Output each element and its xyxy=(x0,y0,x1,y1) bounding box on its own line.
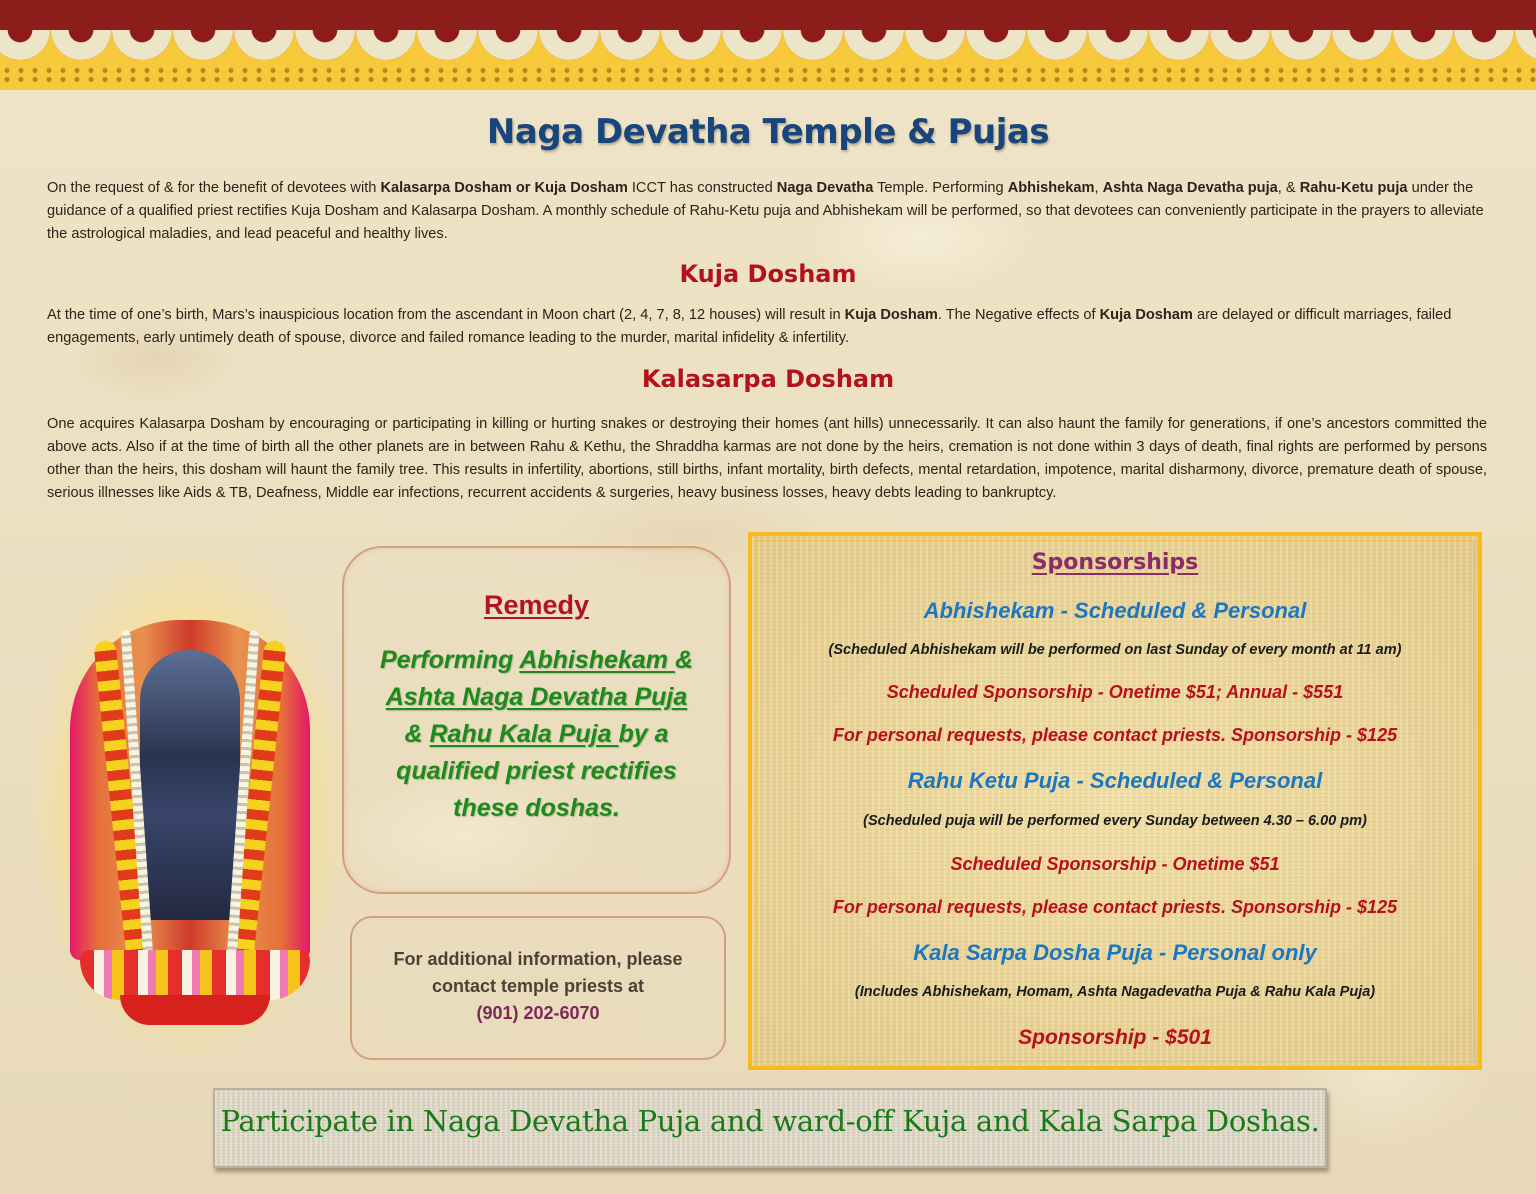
garland-swag-icon xyxy=(1088,30,1148,60)
garland-swag-icon xyxy=(1332,30,1392,60)
kalasarpa-dosham-heading: Kalasarpa Dosham xyxy=(641,365,895,393)
sponsorship-price: Sponsorship - $501 xyxy=(1018,1026,1212,1049)
garland-swag-icon xyxy=(1149,30,1209,60)
sponsorships-title: Sponsorships xyxy=(1031,550,1199,575)
contact-phone-link[interactable]: (901) 202-6070 xyxy=(476,1003,600,1023)
sponsorship-price: Scheduled Sponsorship - Onetime $51 xyxy=(950,854,1280,874)
garland-swag-icon xyxy=(539,30,599,60)
kuja-dosham-heading: Kuja Dosham xyxy=(679,260,857,288)
footer-banner-text: Participate in Naga Devatha Puja and ward-off Kuja and Kala Sarpa Doshas. xyxy=(220,1104,1320,1138)
garland-swag-icon xyxy=(295,30,355,60)
garland-swag-icon xyxy=(0,30,50,60)
sponsorships-panel xyxy=(748,532,1482,1070)
text-segment: , xyxy=(1094,180,1103,196)
kuja-dosham-paragraph xyxy=(47,304,1487,350)
garland-swag-icon xyxy=(51,30,111,60)
garland-swag-icon xyxy=(356,30,416,60)
contact-box xyxy=(350,916,726,1060)
page-title: Naga Devatha Temple & Pujas xyxy=(486,112,1050,152)
text-segment: On the request of & for the benefit of devotees with xyxy=(47,180,381,196)
sponsorship-price: For personal requests, please contact priests. Sponsorship - $125 xyxy=(832,725,1398,745)
kalasarpa-dosham-paragraph: One acquires Kalasarpa Dosham by encouraging or participating in killing or hurting snakes or destroying their homes (ant hills) unnecessarily. It can also haunt the family for generations, if one’s ancestors committed the above acts. Also if at the time of birth all the other planets are in between Rahu & Kethu, the Shraddha karmas are not done by the heirs, cremation is not done within 3 days of death, final rights are performed by persons other than the heirs, this dosham will haunt the family tree. This results in infertility, abortions, still births, infant mortality, birth defects, mental retardation, impotence, marital disharmony, divorce, premature death of spouse, serious illnesses like Aids & TB, Deafness, Middle ear infections, recurrent accidents & surgeries, heavy business losses, heavy debts leading to bankruptcy. xyxy=(47,416,1487,501)
text-segment: , & xyxy=(1277,180,1300,196)
remedy-text-segment: & xyxy=(404,720,430,748)
text-segment: ICCT has constructed xyxy=(627,180,777,196)
garland-swag-icon xyxy=(600,30,660,60)
emphasis-text: Rahu-Ketu puja xyxy=(1299,180,1408,196)
contact-line-1: For additional information, please xyxy=(393,949,683,969)
remedy-text xyxy=(344,642,729,827)
top-border-band xyxy=(0,0,1536,30)
sponsorship-heading: Kala Sarpa Dosha Puja - Personal only xyxy=(913,940,1317,965)
text-segment: Temple. Performing xyxy=(873,180,1008,196)
sponsorship-price: For personal requests, please contact priests. Sponsorship - $125 xyxy=(832,897,1398,917)
garland-swag-icon xyxy=(783,30,843,60)
garland-swag-icon xyxy=(173,30,233,60)
sponsorship-heading: Rahu Ketu Puja - Scheduled & Personal xyxy=(907,768,1323,793)
remedy-text-segment: Performing xyxy=(379,646,520,674)
remedy-puja-name: Ashta Naga Devatha Puja xyxy=(385,683,688,711)
garland-swag-icon xyxy=(112,30,172,60)
garland-swag-icon xyxy=(905,30,965,60)
text-segment: under the guidance of a qualified priest rectifies Kuja Dosham and Kalasarpa Dosham. A monthly schedule of Rahu-Ketu puja and Abhishekam will be performed, so that devotees can conveniently participate in the prayers to alleviate the astrological maladies, and lead peaceful and healthy lives. xyxy=(47,180,1484,242)
garland-swag-icon xyxy=(417,30,477,60)
garland-swag-icon xyxy=(1271,30,1331,60)
remedy-puja-name: Rahu Kala Puja xyxy=(429,720,619,748)
remedy-text-segment: by a qualified priest rectifies these doshas. xyxy=(396,720,677,822)
emphasis-text: Abhishekam xyxy=(1007,180,1095,196)
garland-swag-icon xyxy=(966,30,1026,60)
contact-line-2: contact temple priests at xyxy=(431,976,645,996)
garland-swag-icon xyxy=(1515,30,1536,60)
remedy-puja-name: Abhishekam xyxy=(519,646,675,674)
sponsorship-heading: Abhishekam - Scheduled & Personal xyxy=(923,598,1307,623)
contact-text xyxy=(352,946,724,1027)
emphasis-text: Kuja Dosham xyxy=(844,307,938,323)
garland-swag-icon xyxy=(1210,30,1270,60)
text-segment: . The Negative effects of xyxy=(937,307,1100,323)
text-segment: are delayed or difficult marriages, failed engagements, early untimely death of spouse, divorce and failed romance leading to the murder, marital infidelity & infertility. xyxy=(47,307,1452,346)
deity-photo-icon xyxy=(60,570,320,1040)
garland-swag-icon xyxy=(1027,30,1087,60)
sponsorship-note: (Includes Abhishekam, Homam, Ashta Nagadevatha Puja & Rahu Kala Puja) xyxy=(854,984,1376,1000)
text-segment: At the time of one’s birth, Mars’s inauspicious location from the ascendant in Moon chart (2, 4, 7, 8, 12 houses) will result in xyxy=(47,307,845,323)
sponsorship-note: (Scheduled Abhishekam will be performed on last Sunday of every month at 11 am) xyxy=(828,642,1402,658)
emphasis-text: Naga Devatha xyxy=(776,180,874,196)
footer-banner xyxy=(213,1088,1327,1168)
flower-garland-border-icon xyxy=(0,30,1536,90)
emphasis-text: Ashta Naga Devatha puja xyxy=(1102,180,1278,196)
garland-swag-icon xyxy=(478,30,538,60)
garland-swag-icon xyxy=(844,30,904,60)
garland-swag-icon xyxy=(234,30,294,60)
garland-swag-icon xyxy=(1393,30,1453,60)
garland-swag-icon xyxy=(722,30,782,60)
emphasis-text: Kuja Dosham xyxy=(1099,307,1193,323)
remedy-title: Remedy xyxy=(483,590,590,620)
emphasis-text: Kalasarpa Dosham or Kuja Dosham xyxy=(380,180,628,196)
sponsorship-note: (Scheduled puja will be performed every Sunday between 4.30 – 6.00 pm) xyxy=(863,813,1367,829)
sponsorship-price: Scheduled Sponsorship - Onetime $51; Annual - $551 xyxy=(886,682,1344,702)
remedy-text-segment: & xyxy=(674,646,694,674)
garland-swag-icon xyxy=(661,30,721,60)
garland-swag-icon xyxy=(1454,30,1514,60)
remedy-box xyxy=(342,546,731,894)
intro-paragraph xyxy=(47,177,1487,246)
